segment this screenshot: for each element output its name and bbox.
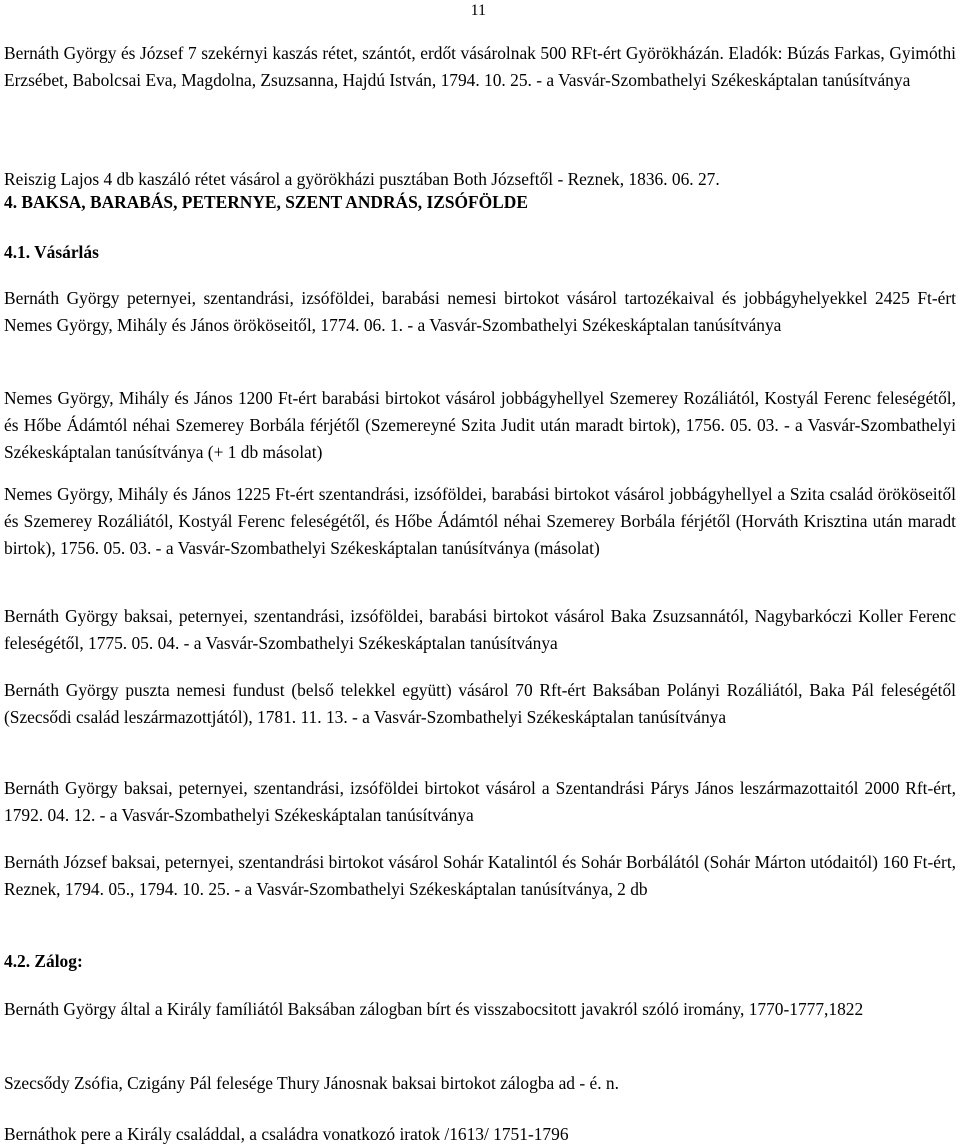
paragraph-barabas-purchase: Nemes György, Mihály és János 1200 Ft-ért barabási birtokot vásárol jobbágyhellyel Szemerey Rozáliától, Kostyál Ferenc feleségétől, és Hőbe Ádámtól néhai Szemerey Borbála férjétől (Szemereyné Szita Judit után maradt birtok), 1756. 05. 03. - a Vasvár-Szombathelyi Székeskáptalan tanúsítványa (+ 1 db másolat) <box>4 388 956 462</box>
paragraph-polanyi-purchase: Bernáth György puszta nemesi fundust (belső telekkel együtt) vásárol 70 Rft-ért Baksában Polányi Rozáliától, Baka Pál feleségétől (Szecsődi család leszármazottjától), 1781. 11. 13. - a Vasvár-Szombathelyi Székeskáptalan tanúsítványa <box>4 680 956 727</box>
paragraph-reiszig-purchase: Reiszig Lajos 4 db kaszáló rétet vásárol a györökházi pusztában Both Józseftől - Reznek, 1836. 06. 27. <box>4 169 720 189</box>
paragraph-peternye-purchase: Bernáth György peternyei, szentandrási, izsóföldei, barabási nemesi birtokot vásárol tartozékaival és jobbágyhelyekkel 2425 Ft-ért Nemes György, Mihály és János örököseitől, 1774. 06. 1. - a Vasvár-Szombathelyi Székeskáptalan tanúsítványa <box>4 288 956 335</box>
subsection-heading-purchase: 4.1. Vásárlás <box>4 242 99 262</box>
paragraph-gyorokhaza-purchase: Bernáth György és József 7 szekérnyi kaszás rétet, szántót, erdőt vásárolnak 500 RFt-ért Györökházán. Eladók: Búzás Farkas, Gyimóthi Erzsébet, Babolcsai Eva, Magdolna, Zsuzsanna, Hajdú István, 1794. 10. 25. - a Vasvár-Szombathelyi Székeskáptalan tanúsítványa <box>4 43 956 90</box>
paragraph-sohar-purchase: Bernáth József baksai, peternyei, szentandrási birtokot vásárol Sohár Katalintól és Sohár Borbálától (Sohár Márton utódaitól) 160 Ft-ért, Reznek, 1794. 05., 1794. 10. 25. - a Vasvár-Szombathelyi Székeskáptalan tanúsítványa, 2 db <box>4 852 956 899</box>
paragraph-parys-purchase: Bernáth György baksai, peternyei, szentandrási, izsóföldei birtokot vásárol a Szentandrási Párys János leszármazottaitól 2000 Rft-ért, 1792. 04. 12. - a Vasvár-Szombathelyi Székeskáptalan tanúsítványa <box>4 778 956 825</box>
paragraph-baka-purchase: Bernáth György baksai, peternyei, szentandrási, izsóföldei, barabási birtokot vásárol Baka Zsuzsannától, Nagybarkóczi Koller Ferenc feleségétől, 1775. 05. 04. - a Vasvár-Szombathelyi Székeskáptalan tanúsítványa <box>4 606 956 653</box>
paragraph-bernath-lawsuit: Bernáthok pere a Király családdal, a családra vonatkozó iratok /1613/ 1751-1796 <box>4 1124 569 1144</box>
page-number: 11 <box>470 2 486 19</box>
section-heading: 4. BAKSA, BARABÁS, PETERNYE, SZENT ANDRÁS, IZSÓFÖLDE <box>4 192 528 212</box>
paragraph-szecsody-pledge: Szecsődy Zsófia, Czigány Pál felesége Thury Jánosnak baksai birtokot zálogba ad - é. n. <box>4 1073 619 1093</box>
paragraph-kiraly-pledge: Bernáth György által a Király famíliától Baksában zálogban bírt és visszabocsitott javakról szóló iromány, 1770-1777,1822 <box>4 999 864 1019</box>
subsection-heading-pledge: 4.2. Zálog: <box>4 951 83 971</box>
paragraph-szentandras-purchase: Nemes György, Mihály és János 1225 Ft-ért szentandrási, izsóföldei, barabási birtokot vásárol jobbágyhellyel a Szita család örököseitől és Szemerey Rozáliától, Kostyál Ferenc feleségétől, és Hőbe Ádámtól néhai Szemerey Borbála férjétől (Horváth Krisztina után maradt birtok), 1756. 05. 03. - a Vasvár-Szombathelyi Székeskáptalan tanúsítványa (másolat) <box>4 484 956 558</box>
document-page <box>4 0 956 1144</box>
